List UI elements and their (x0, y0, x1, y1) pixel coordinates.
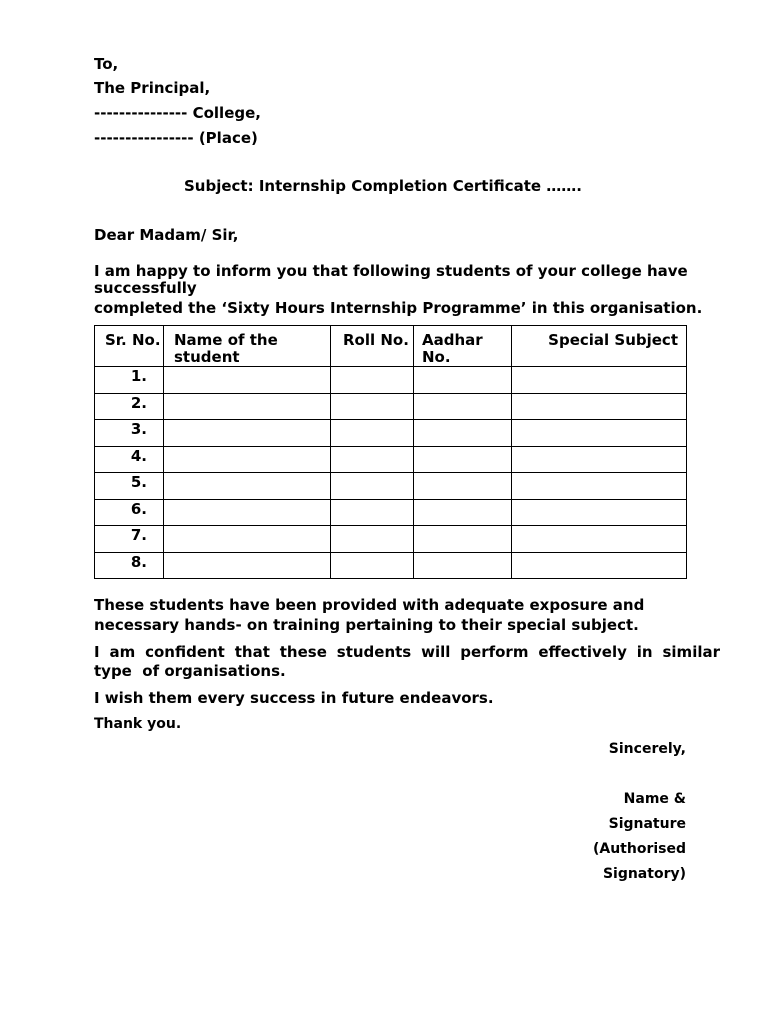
cell-roll-no[interactable] (331, 552, 414, 579)
cell-roll-no[interactable] (331, 446, 414, 473)
cell-student-name[interactable] (164, 446, 331, 473)
closing-name: Name & (623, 791, 686, 807)
header-sr-no: Sr. No. (95, 326, 164, 367)
row-sr-number: 4. (95, 446, 164, 473)
table-row (95, 526, 687, 553)
header-student-name: Name of the student (164, 326, 331, 367)
row-sr-number: 3. (95, 420, 164, 447)
intro-line-3: completed the ‘Sixty Hours Internship Programme’ in this organisation. (94, 299, 703, 317)
cell-roll-no[interactable] (331, 526, 414, 553)
cell-aadhar-no[interactable] (414, 499, 512, 526)
closing-authorised: (Authorised (592, 841, 686, 857)
address-to: To, (94, 55, 119, 73)
table-row (95, 446, 687, 473)
closing-sincerely: Sincerely, (608, 741, 686, 757)
cell-student-name[interactable] (164, 473, 331, 500)
table-row (95, 393, 687, 420)
intro-line-2: successfully (94, 279, 197, 297)
cell-student-name[interactable] (164, 499, 331, 526)
address-place: ---------------- (Place) (94, 129, 258, 147)
row-sr-number: 5. (95, 473, 164, 500)
address-college: --------------- College, (94, 104, 261, 122)
exposure-line-2: necessary hands- on training pertaining to their special subject. (94, 616, 639, 634)
students-table (94, 325, 687, 579)
cell-student-name[interactable] (164, 367, 331, 394)
closing-signature: Signature (608, 816, 686, 832)
intro-line-1: I am happy to inform you that following students of your college have (94, 262, 688, 280)
table-row (95, 420, 687, 447)
cell-student-name[interactable] (164, 526, 331, 553)
header-aadhar-no: Aadhar No. (414, 326, 512, 367)
address-principal: The Principal, (94, 79, 211, 97)
confidence-line-2: type of organisations. (94, 662, 286, 680)
cell-aadhar-no[interactable] (414, 526, 512, 553)
cell-special-subject[interactable] (512, 393, 687, 420)
cell-aadhar-no[interactable] (414, 420, 512, 447)
table-row (95, 367, 687, 394)
header-roll-no: Roll No. (331, 326, 414, 367)
row-sr-number: 6. (95, 499, 164, 526)
cell-special-subject[interactable] (512, 420, 687, 447)
cell-special-subject[interactable] (512, 473, 687, 500)
table-row (95, 552, 687, 579)
closing-signatory: Signatory) (602, 866, 686, 882)
cell-roll-no[interactable] (331, 367, 414, 394)
cell-student-name[interactable] (164, 420, 331, 447)
thank-you: Thank you. (94, 716, 182, 732)
cell-aadhar-no[interactable] (414, 473, 512, 500)
cell-special-subject[interactable] (512, 552, 687, 579)
row-sr-number: 8. (95, 552, 164, 579)
cell-special-subject[interactable] (512, 499, 687, 526)
cell-roll-no[interactable] (331, 393, 414, 420)
cell-aadhar-no[interactable] (414, 367, 512, 394)
cell-roll-no[interactable] (331, 473, 414, 500)
cell-student-name[interactable] (164, 552, 331, 579)
cell-aadhar-no[interactable] (414, 446, 512, 473)
cell-special-subject[interactable] (512, 446, 687, 473)
cell-aadhar-no[interactable] (414, 393, 512, 420)
cell-student-name[interactable] (164, 393, 331, 420)
confidence-line-1: I am confident that these students will perform effectively in similar (94, 643, 720, 661)
subject-line: Subject: Internship Completion Certificate ……. (184, 177, 583, 195)
row-sr-number: 7. (95, 526, 164, 553)
table-row (95, 473, 687, 500)
header-special-subject: Special Subject (512, 326, 687, 367)
row-sr-number: 1. (95, 367, 164, 394)
cell-special-subject[interactable] (512, 367, 687, 394)
row-sr-number: 2. (95, 393, 164, 420)
table-row (95, 499, 687, 526)
table-header-row (95, 326, 687, 367)
salutation: Dear Madam/ Sir, (94, 226, 239, 244)
cell-roll-no[interactable] (331, 420, 414, 447)
wish-line: I wish them every success in future endeavors. (94, 689, 494, 707)
cell-special-subject[interactable] (512, 526, 687, 553)
exposure-line-1: These students have been provided with adequate exposure and (94, 596, 645, 614)
cell-aadhar-no[interactable] (414, 552, 512, 579)
cell-roll-no[interactable] (331, 499, 414, 526)
